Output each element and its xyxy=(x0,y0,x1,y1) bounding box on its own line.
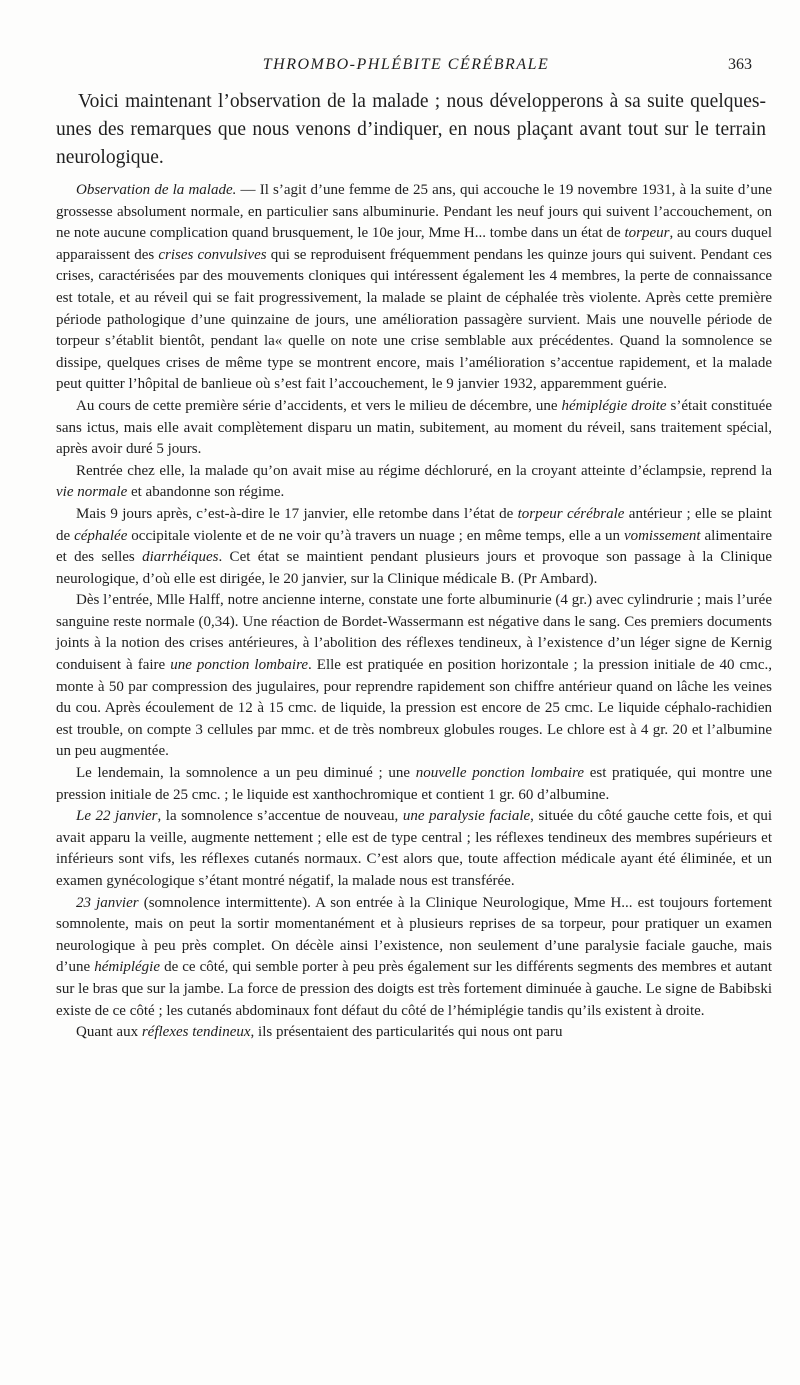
text-run: est pratiquée, qui montre une pression initiale de 25 cmc. ; le liquide est xanthochromique et contient 1 gr. 60 d’albumine. xyxy=(56,765,772,803)
italic-run: 23 janvier xyxy=(76,894,139,911)
italic-run: céphalée xyxy=(74,527,128,544)
paragraph-reflexes xyxy=(56,1022,772,1044)
text-run: et abandonne son régime. xyxy=(127,484,285,501)
italic-run: crises convulsives xyxy=(158,246,267,263)
observation-body xyxy=(56,180,772,1044)
text-run: Rentrée chez elle, la malade qu’on avait mise au régime déchloruré, en la croyant atteinte d’éclampsie, reprend la xyxy=(76,462,772,479)
text-run: Mais 9 jours après, c’est-à-dire le 17 janvier, elle retombe dans l’état de xyxy=(76,505,518,522)
paragraph-entree xyxy=(56,590,772,763)
text-run: , au cours duquel apparaissent des xyxy=(56,225,772,263)
text-run: antérieur ; elle se plaint de xyxy=(56,505,772,544)
italic-run: une paralysie faciale xyxy=(402,808,531,825)
text-run: Quant aux xyxy=(76,1024,142,1041)
page-number: 363 xyxy=(728,56,752,73)
intro-paragraph: Voici maintenant l’observation de la malade ; nous développerons à sa suite quelques-unes des remarques que nous venons d’indiquer, en nous plaçant avant tout sur le terrain neurologique. xyxy=(56,91,766,168)
italic-run: vomissement xyxy=(623,527,701,544)
paragraph-hemiplegie xyxy=(56,396,772,461)
text-run: . Cet état se maintient pendant plusieurs jours et provoque son passage à la Clinique neurologique, d’où elle est dirigée, le 20 janvier, sur la Clinique médicale B. (Pr Ambard). xyxy=(56,549,772,587)
italic-run: torpeur xyxy=(624,225,670,242)
italic-run: nouvelle ponction lombaire xyxy=(415,765,585,782)
running-title: THROMBO-PHLÉBITE CÉRÉBRALE xyxy=(262,56,550,73)
italic-run: hémiplégie xyxy=(94,959,161,976)
text-run: qui se reproduisent fréquemment pendans les quinze jours qui suivent. Pendant ces crises, caractérisées par des mouvements cloniques qui intéressent également les 4 membres, la perte de connaissance est totale, et au réveil qui se fait progressivement, la malade se plaint de céphalée très violente. Après cette première période pathologique d’une quinzaine de jours, une amélioration passagère survient. Mais une nouvelle période de torpeur s’établit bientôt, pendant la« quelle on note une crise semblable aux précédentes. Quand la somnolence se dissipe, quelques crises de même type se montrent encore, mais l’amélioration s’accentue rapidement, et la malade peut quitter l’hôpital de banlieue où s’est fait l’accouchement, le 9 janvier 1932, apparemment guérie. xyxy=(56,246,772,393)
paragraph-23-janvier xyxy=(56,893,772,1023)
paragraph-22-janvier xyxy=(56,806,772,892)
text-run: Au cours de cette première série d’accidents, et vers le milieu de décembre, une xyxy=(76,397,562,414)
italic-run: Observation de la malade. xyxy=(76,182,237,198)
text-run: , ils présentaient des particularités qui nous ont paru xyxy=(250,1024,563,1041)
paragraph-observation xyxy=(56,180,772,396)
text-run: alimentaire et des selles xyxy=(56,527,772,566)
italic-run: hémiplégie droite xyxy=(561,397,667,414)
italic-run: Le 22 janvier xyxy=(76,808,158,825)
text-run: Le lendemain, la somnolence a un peu diminué ; une xyxy=(76,765,416,782)
italic-run: torpeur cérébrale xyxy=(517,505,625,522)
running-head xyxy=(60,56,752,76)
paragraph-rechute xyxy=(56,504,772,590)
text-run: — Il s’agit d’une femme de 25 ans, qui accouche le 19 novembre 1931, à la suite d’une grossesse absolument normale, en particulier sans albuminurie. Pendant les neuf jours qui suivent l’accouchement, on ne note aucune complication quand brusquement, le 10e jour, Mme H... tombe dans un état de xyxy=(56,182,773,242)
text-run: , située du côté gauche cette fois, et qui avait apparu la veille, augmente nettement ; elle est de type central ; les réflexes tendineux des membres supérieurs et inférieurs sont vifs, les réflexes cutanés normaux. C’est alors que, toute affection médicale ayant été éliminée, et un examen gynécologique s’étant montré négatif, la malade nous est transférée. xyxy=(56,808,772,889)
italic-run: diarrhéiques xyxy=(142,549,219,566)
text-run: Dès l’entrée, Mlle Halff, notre ancienne interne, constate une forte albuminurie (4 gr.) avec cylindrurie ; mais l’urée sanguine reste normale (0,34). Une réaction de Bordet-Wassermann est négative dans le sang. Ces premiers documents joints à la notion des crises antérieures, à l’abolition des réflexes tendineux, à l’existence d’un léger signe de Kernig conduisent à faire xyxy=(56,592,772,674)
text-run: (somnolence intermittente). A son entrée à la Clinique Neurologique, Mme H... est toujours fortement somnolente, mais on peut la sortir momentanément et à plusieurs reprises de sa torpeur, pour pratiquer un examen neurologique à peu près complet. On décèle ainsi l’existence, non seulement d’une paralysie faciale gauche, mais d’une xyxy=(56,894,772,976)
text-run: occipitale violente et de ne voir qu’à travers un nuage ; en même temps, elle a un xyxy=(127,527,624,544)
text-run: s’était constituée sans ictus, mais elle avait complètement disparu un matin, subitement, au moment du réveil, sans traitement spécial, après avoir duré 5 jours. xyxy=(56,397,772,458)
italic-run: vie normale xyxy=(56,484,128,501)
text-run: , la somnolence s’accentue de nouveau, xyxy=(157,808,403,825)
paragraph-lendemain xyxy=(56,763,772,806)
text-run: de ce côté, qui semble porter à peu près également sur les différents segments des membres et autant sur le bras que sur la jambe. La force de pression des doigts est très fortement diminuée à gauche. Le signe de Babibski existe de ce côté ; les cutanés abdominaux font défaut du côté de l’hémiplégie tandis qu’ils existent à droite. xyxy=(56,959,772,1019)
paragraph-rentree xyxy=(56,461,772,504)
italic-run: réflexes tendineux xyxy=(141,1024,251,1041)
text-run: . Elle est pratiquée en position horizontale ; la pression initiale de 40 cmc., monte à 50 par compression des jugulaires, pour reprendre rapidement son chiffre antérieur quand on lâche les veines du cou. Après écoulement de 12 à 15 cmc. de liquide, la pression est encore de 25 cmc. Le liquide céphalo-rachidien est trouble, on compte 3 cellules par mmc. et de très nombreux globules rouges. Le chlore est à 4 gr. 20 et l’albumine un peu augmentée. xyxy=(56,657,772,760)
italic-run: une ponction lombaire xyxy=(170,657,309,674)
